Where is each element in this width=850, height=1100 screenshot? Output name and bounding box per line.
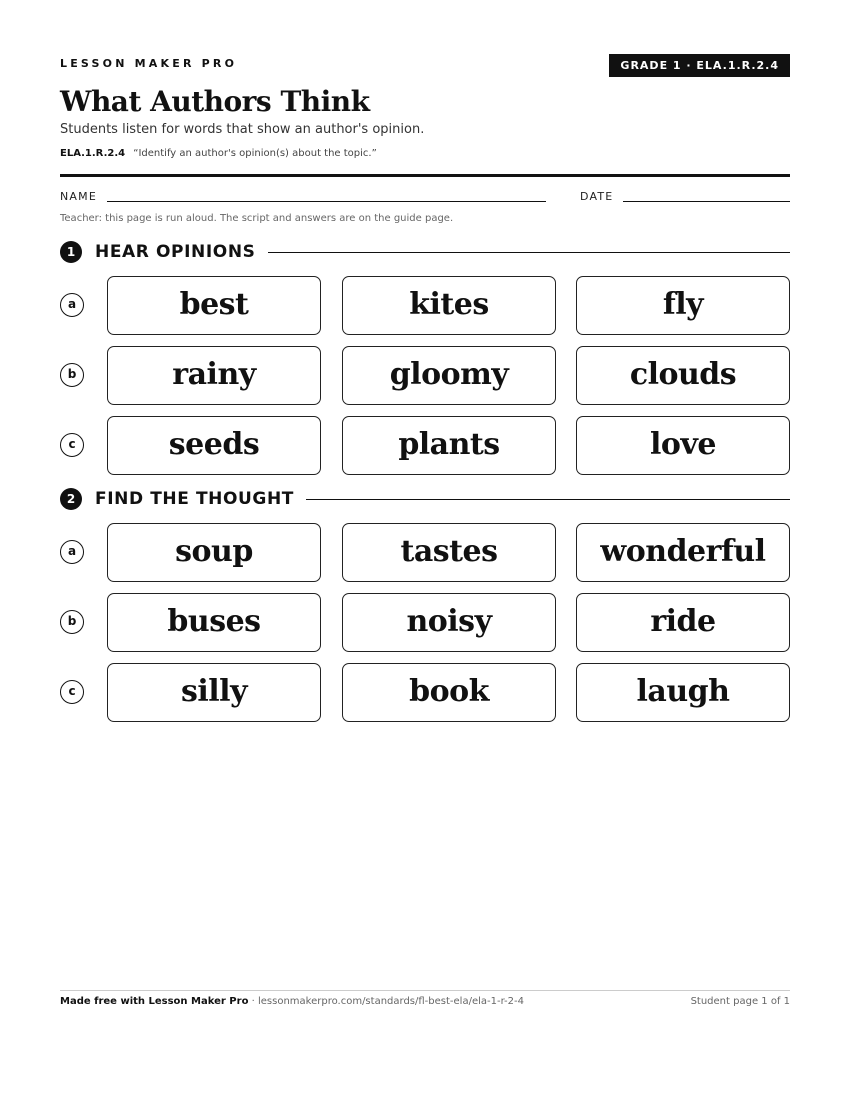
word-card[interactable]: buses [107,593,321,652]
section-hear-opinions [60,241,790,263]
word-card[interactable]: ride [576,593,790,652]
name-field[interactable] [107,201,546,202]
name-date-row [60,190,790,204]
footer-divider [60,990,790,991]
question-row [60,523,790,583]
question-row [60,416,790,476]
word-card[interactable]: book [342,663,556,722]
section-number-badge: 1 [60,241,82,263]
question-row [60,276,790,336]
row-letter-badge: a [60,540,84,564]
standard-code: ELA.1.R.2.4 [60,148,126,159]
word-card[interactable]: plants [342,416,556,475]
question-row [60,346,790,406]
teacher-note: Teacher: this page is run aloud. The script and answers are on the guide page. [60,213,454,224]
word-card[interactable]: tastes [342,523,556,582]
word-card[interactable]: fly [576,276,790,335]
section-number-badge: 2 [60,488,82,510]
word-card[interactable]: silly [107,663,321,722]
row-letter-badge: c [60,680,84,704]
brand-logo-text: LESSON MAKER PRO [60,57,238,70]
standard-text: “Identify an author's opinion(s) about the topic.” [133,148,377,159]
question-row [60,663,790,723]
row-letter-badge: c [60,433,84,457]
row-letter-badge: a [60,293,84,317]
section-find-the-thought [60,488,790,510]
section-title: HEAR OPINIONS [95,241,268,263]
word-card[interactable]: clouds [576,346,790,405]
footer-made-with: Made free with Lesson Maker Pro [60,996,249,1007]
word-card[interactable]: soup [107,523,321,582]
date-field[interactable] [623,201,790,202]
question-row [60,593,790,653]
word-card[interactable]: seeds [107,416,321,475]
section-title: FIND THE THOUGHT [95,488,306,510]
word-card[interactable]: love [576,416,790,475]
page-subtitle: Students listen for words that show an author's opinion. [60,122,425,137]
row-letter-badge: b [60,363,84,387]
header-divider [60,174,790,177]
word-card[interactable]: kites [342,276,556,335]
worksheet-page [60,0,790,1100]
word-card[interactable]: laugh [576,663,790,722]
word-card[interactable]: gloomy [342,346,556,405]
footer-page-number: Student page 1 of 1 [690,996,790,1007]
page-title: What Authors Think [60,85,370,118]
footer-url[interactable]: · lessonmakerpro.com/standards/fl-best-ela/ela-1-r-2-4 [248,996,524,1007]
date-label: DATE [580,190,614,203]
footer-credit [60,996,524,1007]
grade-standard-badge: GRADE 1 · ELA.1.R.2.4 [609,54,790,77]
word-card[interactable]: noisy [342,593,556,652]
row-letter-badge: b [60,610,84,634]
name-label: NAME [60,190,97,203]
word-card[interactable]: rainy [107,346,321,405]
word-card[interactable]: best [107,276,321,335]
word-card[interactable]: wonderful [576,523,790,582]
standard-line [60,148,377,159]
